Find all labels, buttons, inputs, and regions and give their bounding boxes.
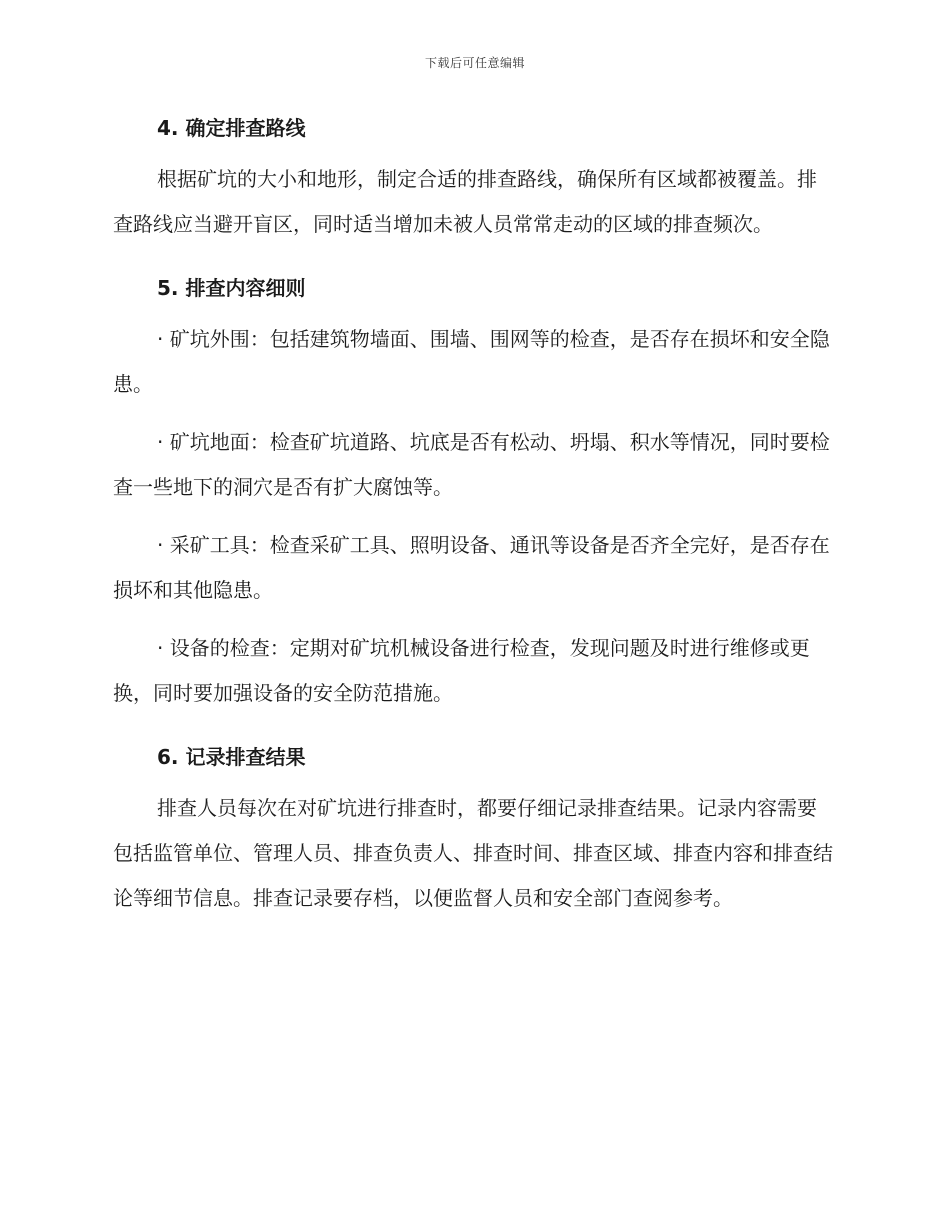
section-5-item-tools: · 采矿工具：检查采矿工具、照明设备、通讯等设备是否齐全完好，是否存在损坏和其他隐患。 [113,533,830,602]
section-6-body: 排查人员每次在对矿坑进行排查时，都要仔细记录排查结果。记录内容需要包括监管单位、管理人员、排查负责人、排查时间、排查区域、排查内容和排查结论等细节信息。排查记录要存档，以便监督人员和安全部门查阅参考。 [113,796,833,910]
section-5-title: 5. 排查内容细则 [157,276,306,300]
section-6-title: 6. 记录排查结果 [157,745,306,769]
section-5-item-ground: · 矿坑地面：检查矿坑道路、坑底是否有松动、坍塌、积水等情况，同时要检查一些地下的洞穴是否有扩大腐蚀等。 [113,430,830,499]
document-body [113,112,835,921]
section-5-item-outer: · 矿坑外围：包括建筑物墙面、围墙、围网等的检查，是否存在损坏和安全隐患。 [113,327,830,396]
section-4-body: 根据矿坑的大小和地形，制定合适的排查路线，确保所有区域都被覆盖。排查路线应当避开盲区，同时适当增加未被人员常常走动的区域的排查频次。 [113,167,817,236]
section-5-item-equipment: · 设备的检查：定期对矿坑机械设备进行检查，发现问题及时进行维修或更换，同时要加强设备的安全防范措施。 [113,636,810,705]
section-4-title: 4. 确定排查路线 [157,116,306,140]
header-note: 下载后可任意编辑 [424,56,525,70]
